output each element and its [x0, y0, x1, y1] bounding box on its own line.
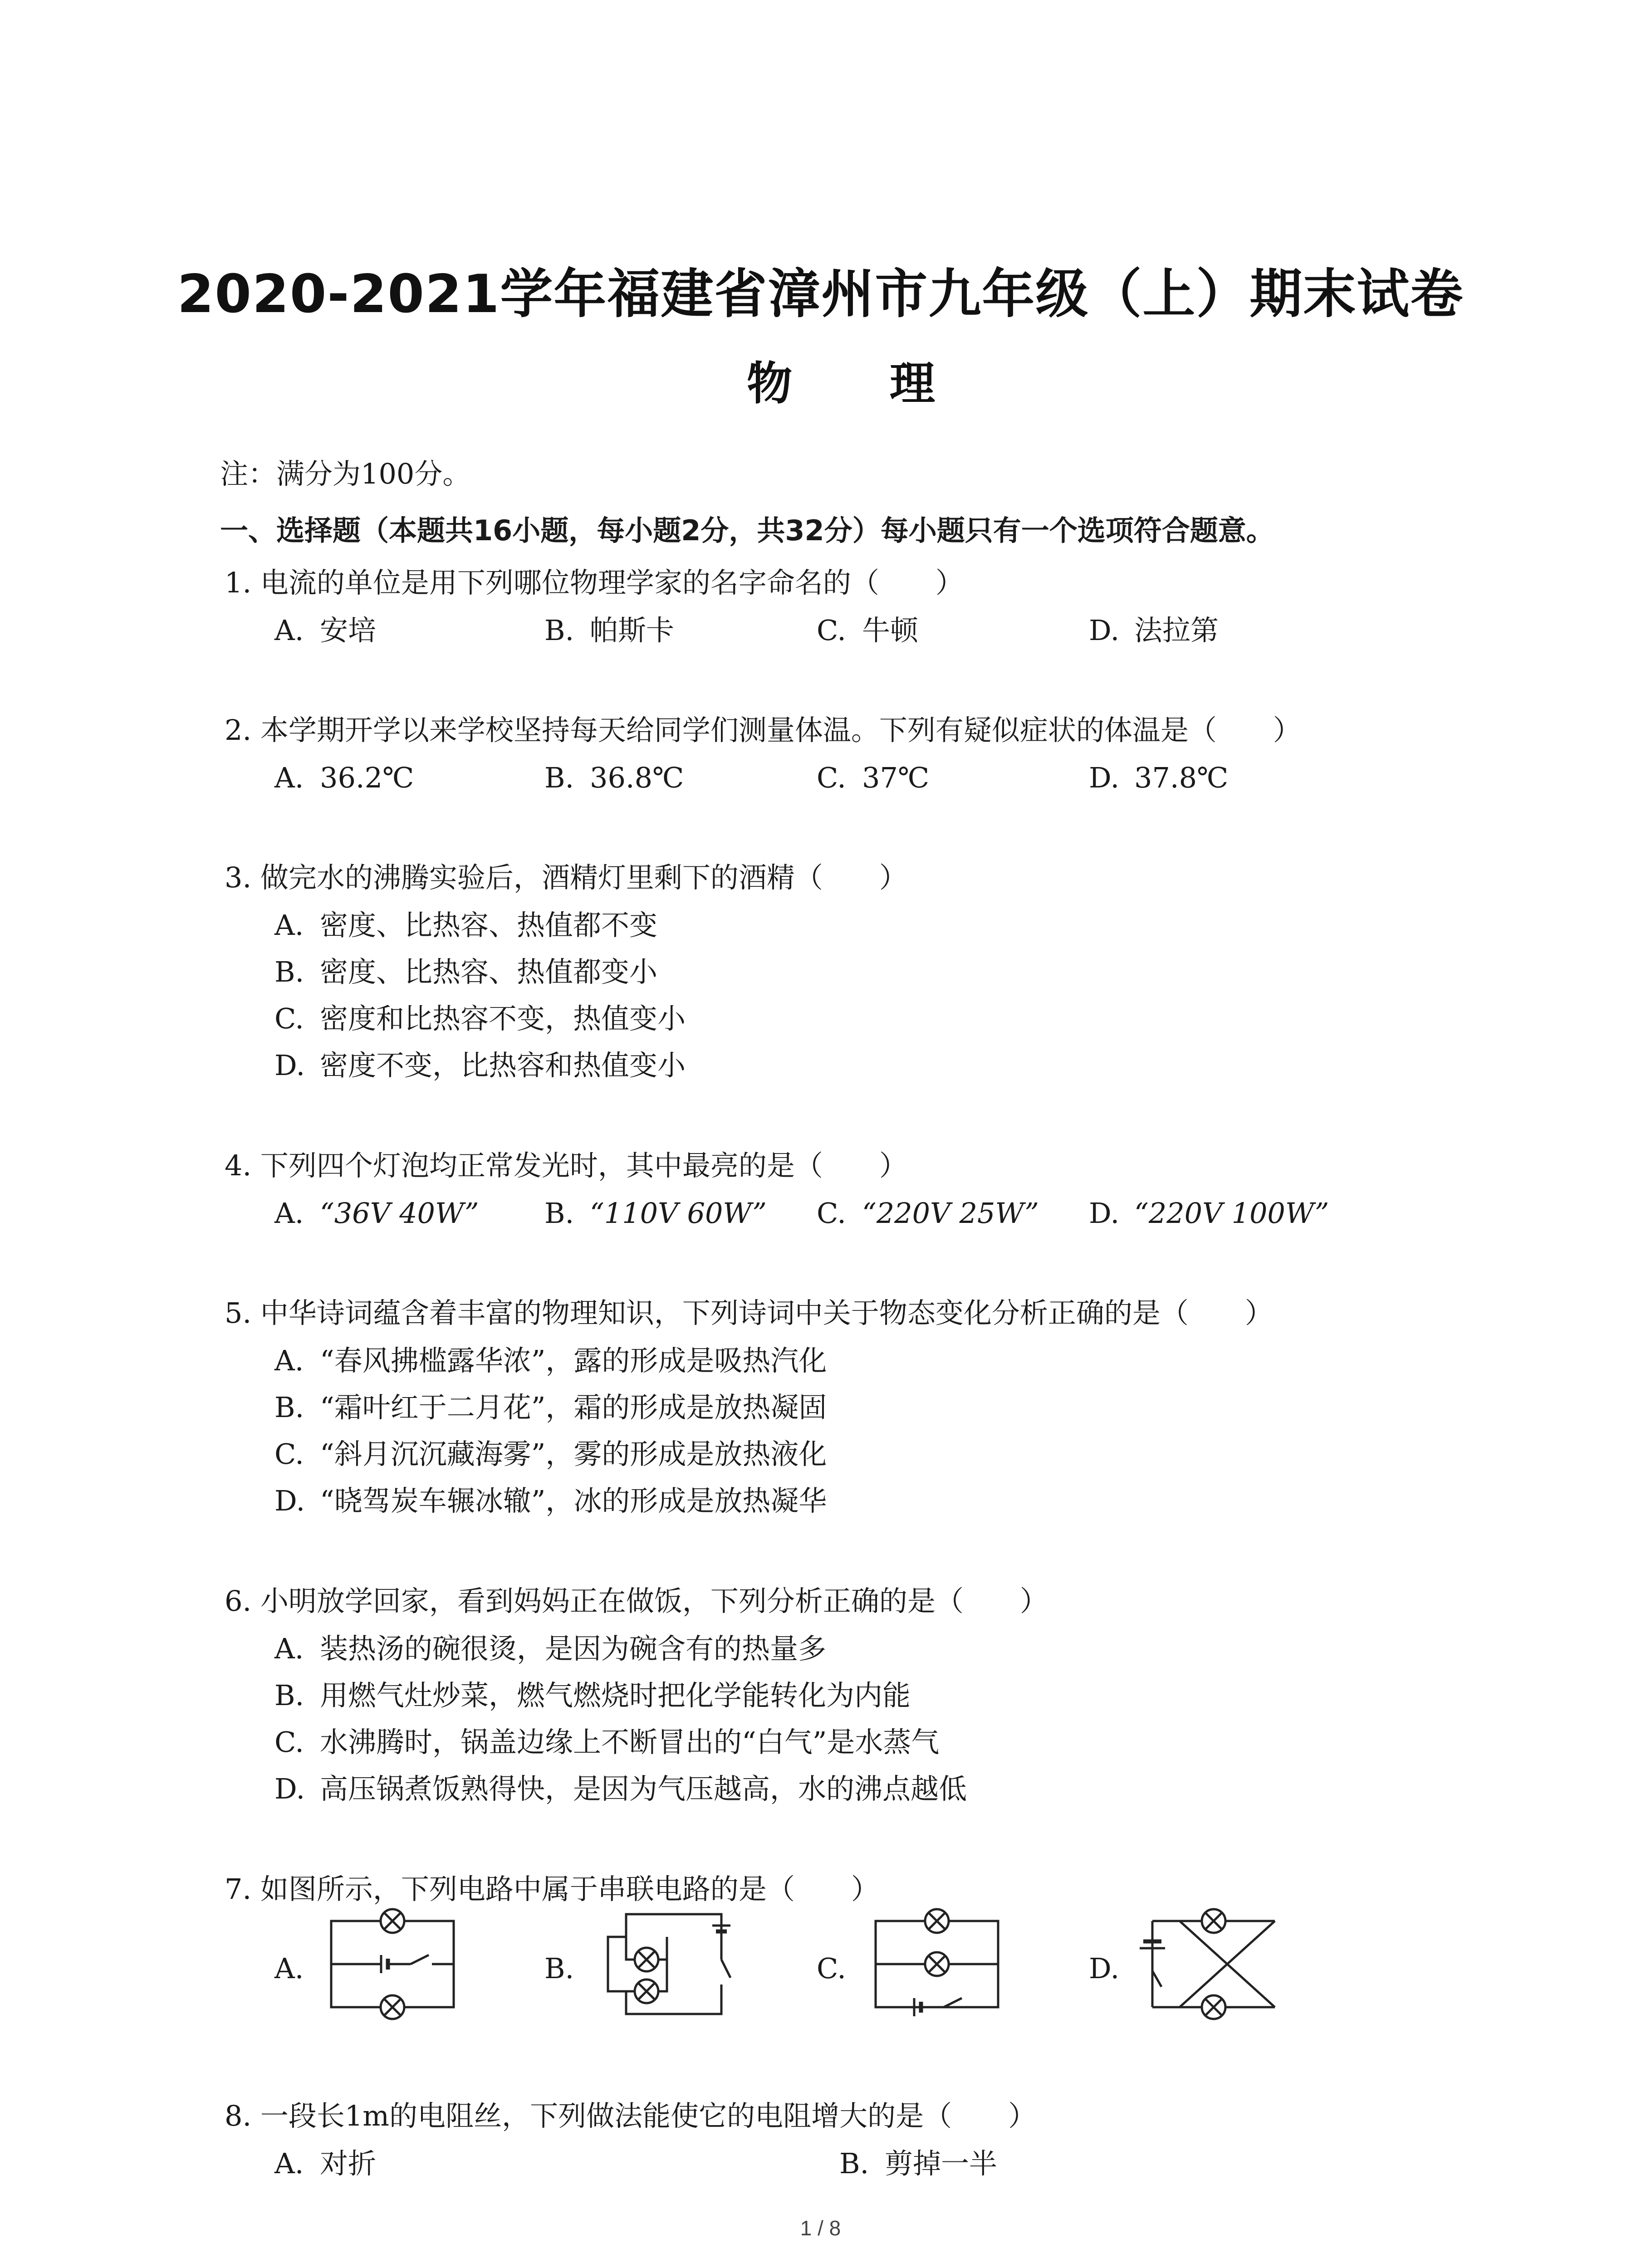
option-b: B. 36.8℃ [544, 761, 684, 794]
option-a: A. 密度、比热容、热值都不变 [274, 909, 658, 942]
option-c: C. “斜月沉沉藏海雾”，雾的形成是放热液化 [274, 1437, 827, 1471]
option-c: C. “220V 25W” [817, 1197, 1039, 1230]
question-stem: 3. 做完水的沸腾实验后，酒精灯里剩下的酒精（ ） [225, 861, 907, 894]
option-b: B. 剪掉一半 [839, 2147, 998, 2180]
question-stem: 2. 本学期开学以来学校坚持每天给同学们测量体温。下列有疑似症状的体温是（ ） [225, 714, 1301, 747]
option-a: A. 36.2℃ [274, 761, 414, 794]
option-d: D. “220V 100W” [1089, 1197, 1329, 1230]
option-c: C. 牛顿 [817, 614, 919, 647]
option-a: A. [274, 1952, 304, 1985]
question-stem: 6. 小明放学回家，看到妈妈正在做饭，下列分析正确的是（ ） [225, 1584, 1048, 1618]
score-note: 注：满分为100分。 [220, 457, 471, 490]
option-a: A. “36V 40W” [274, 1197, 479, 1230]
option-c: C. 水沸腾时，锅盖边缘上不断冒出的“白气”是水蒸气 [274, 1725, 940, 1759]
option-a: A. 装热汤的碗很烫，是因为碗含有的热量多 [274, 1632, 827, 1665]
option-b: B. “霜叶红于二月花”，霜的形成是放热凝固 [274, 1391, 827, 1424]
exam-title: 2020-2021学年福建省漳州市九年级（上）期末试卷 [177, 264, 1464, 325]
option-d: D. 37.8℃ [1089, 761, 1229, 794]
circuit-diagram-d [1148, 1907, 1279, 2021]
circuit-diagram-b [599, 1905, 735, 2023]
option-c: C. 密度和比热容不变，热值变小 [274, 1002, 686, 1035]
option-b: B. 帕斯卡 [544, 614, 675, 647]
subject-title: 物 理 [747, 357, 976, 410]
page-number: 1 / 8 [800, 2216, 841, 2240]
option-a: A. 对折 [274, 2147, 377, 2180]
question-stem: 8. 一段长1m的电阻丝，下列做法能使它的电阻增大的是（ ） [225, 2099, 1037, 2132]
circuit-diagram-a [327, 1907, 458, 2021]
option-b: B. “110V 60W” [544, 1197, 767, 1230]
option-d: D. 密度不变，比热容和热值变小 [274, 1049, 686, 1082]
option-d: D. 高压锅煮饭熟得快，是因为气压越高，水的沸点越低 [274, 1772, 967, 1805]
option-c: C. [817, 1952, 846, 1985]
circuit-diagram-c [871, 1907, 1003, 2021]
option-a: A. “春风拂槛露华浓”，露的形成是吸热汽化 [274, 1344, 827, 1377]
question-stem: 1. 电流的单位是用下列哪位物理学家的名字命名的（ ） [225, 566, 964, 599]
option-b: B. 密度、比热容、热值都变小 [274, 955, 658, 988]
question-stem: 7. 如图所示，下列电路中属于串联电路的是（ ） [225, 1872, 879, 1906]
question-stem: 5. 中华诗词蕴含着丰富的物理知识，下列诗词中关于物态变化分析正确的是（ ） [225, 1296, 1273, 1330]
question-stem: 4. 下列四个灯泡均正常发光时，其中最亮的是（ ） [225, 1149, 907, 1182]
option-c: C. 37℃ [817, 761, 930, 794]
option-d: D. 法拉第 [1089, 614, 1219, 647]
option-b: B. 用燃气灶炒菜，燃气燃烧时把化学能转化为内能 [274, 1679, 911, 1712]
option-b: B. [544, 1952, 574, 1985]
option-d: D. [1089, 1952, 1120, 1985]
option-a: A. 安培 [274, 614, 377, 647]
option-d: D. “晓驾炭车辗冰辙”，冰的形成是放热凝华 [274, 1484, 827, 1517]
section-heading: 一、选择题（本题共16小题，每小题2分，共32分）每小题只有一个选项符合题意。 [220, 514, 1274, 547]
